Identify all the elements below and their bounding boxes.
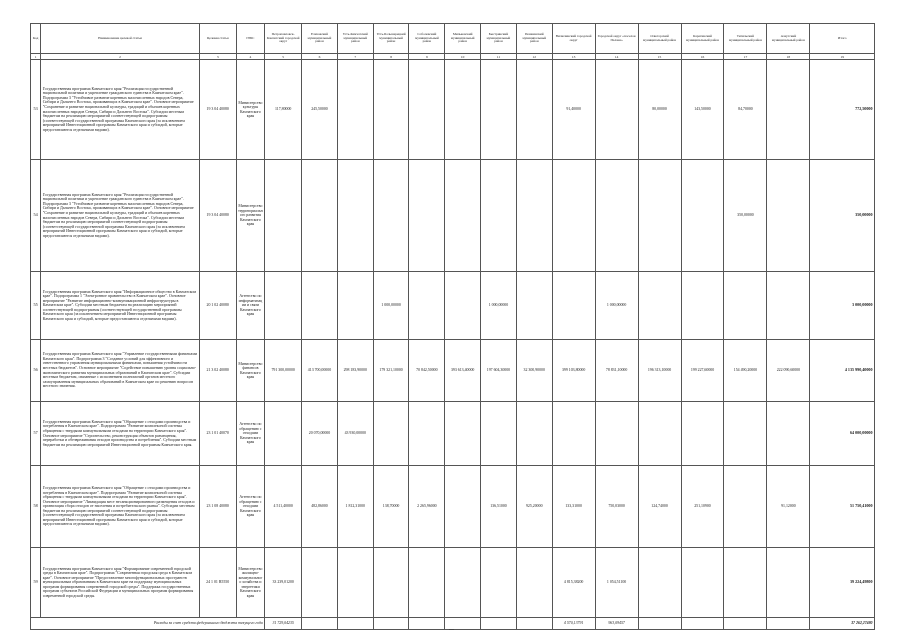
column-header: Карагинский муниципальный район — [681, 24, 724, 54]
budget-table — [30, 23, 875, 630]
amount-cell — [552, 272, 595, 340]
amount-cell — [337, 160, 373, 272]
amount-cell: 1 812,31000 — [337, 466, 373, 548]
row-number: 55 — [31, 272, 41, 340]
column-header: Код — [31, 24, 41, 54]
table-row — [31, 160, 875, 272]
column-index: 1 — [31, 54, 41, 60]
column-header: Елизовский муниципальный район — [302, 24, 338, 54]
amount-cell: 750,03000 — [595, 466, 638, 548]
column-index: 2 — [41, 54, 200, 60]
footer-total: 37 262,27480 — [810, 618, 875, 630]
amount-cell — [767, 60, 810, 160]
amount-cell — [552, 402, 595, 466]
footer-amount — [724, 618, 767, 630]
table-row — [31, 272, 875, 340]
amount-cell — [409, 548, 445, 618]
amount-cell — [638, 272, 681, 340]
amount-cell — [767, 272, 810, 340]
row-total: 350,00000 — [810, 160, 875, 272]
row-code: 19 3 04 40080 — [199, 60, 236, 160]
amount-cell — [265, 160, 302, 272]
amount-cell — [767, 548, 810, 618]
amount-cell: 179 321,10000 — [373, 340, 409, 402]
column-header: Пенжинский муниципальный район — [516, 24, 552, 54]
table-row — [31, 340, 875, 402]
amount-cell: 84,70000 — [724, 60, 767, 160]
column-index: 15 — [638, 54, 681, 60]
amount-cell: 70 842,50000 — [409, 340, 445, 402]
footer-amount: 31 729,04235 — [265, 618, 302, 630]
row-description: Государственная программа Камчатского края "Формирование современной городской среды в Камчатском крае". Подпрограмма "Современная городская среда в Камчатском крае". Основное мероприятие "Предоставление многофункциональных пространств муниципальным образованиям в Камчатском крае на поддержку муниципальных программ формирования современной городской среды". Поддержка государственных программ субъектов Российской Федерации и муниципальных программ формирования современной городской среды. — [41, 548, 200, 618]
amount-cell: 196 313,10000 — [638, 340, 681, 402]
amount-cell — [681, 272, 724, 340]
amount-cell: 482,86000 — [302, 466, 338, 548]
amount-cell: 20 070,00000 — [302, 402, 338, 466]
row-grbs: Министерство финансов Камчатского края — [236, 340, 265, 402]
column-index: 11 — [481, 54, 517, 60]
footer-amount — [516, 618, 552, 630]
amount-cell — [724, 548, 767, 618]
row-code: 23 1 01 40070 — [199, 402, 236, 466]
amount-cell: 1 000,00000 — [595, 272, 638, 340]
amount-cell — [409, 160, 445, 272]
row-total: 39 224,49800 — [810, 548, 875, 618]
amount-cell — [373, 160, 409, 272]
row-grbs: Министерство жилищно-коммунального хозяйства и энергетики Камчатского края — [236, 548, 265, 618]
footer-amount — [681, 618, 724, 630]
footer-amount — [409, 618, 445, 630]
amount-cell: 33 239,01200 — [265, 548, 302, 618]
amount-cell — [595, 160, 638, 272]
amount-cell — [445, 402, 481, 466]
amount-cell: 350,00000 — [724, 160, 767, 272]
column-header: Итого — [810, 24, 875, 54]
amount-cell — [516, 60, 552, 160]
column-index: 10 — [445, 54, 481, 60]
column-header: Городской округ «поселок Палана» — [595, 24, 638, 54]
amount-cell — [481, 402, 517, 466]
amount-cell — [373, 402, 409, 466]
amount-cell: 197 604,30000 — [481, 340, 517, 402]
amount-cell — [724, 466, 767, 548]
row-grbs: Агентство по информатизации и связи Камчатского края — [236, 272, 265, 340]
column-index: 3 — [199, 54, 236, 60]
row-description: Государственная программа Камчатского края "Реализация государственной национальной политики и укрепление гражданского единства в Камчатском крае". Подпрограмма 3 "Устойчивое развитие коренных малочисленных народов Севера, Сибири и Дальнего Востока, проживающих в Камчатском крае". Основное мероприятие "Сохранение и развитие национальной культуры, традиций и обычаев коренных малочисленных народов Севера, Сибири и Дальнего Востока". Субсидии местным бюджетам на реализацию мероприятий соответствующей подпрограммы (соответствующей государственной программы Камчатского края (за исключением мероприятий Инвестиционной программы Камчатского края и субсидий, которые предоставляются отдельными видами). — [41, 160, 200, 272]
amount-cell: 91,12000 — [767, 466, 810, 548]
column-index: 13 — [552, 54, 595, 60]
amount-cell — [409, 402, 445, 466]
amount-cell: 4 815,38200 — [552, 548, 595, 618]
column-index: 18 — [767, 54, 810, 60]
row-grbs: Агентство по обращению с отходами Камчатского края — [236, 402, 265, 466]
column-header: Наименование целевой статьи — [41, 24, 200, 54]
amount-cell — [595, 402, 638, 466]
column-header: Олюторский муниципальный район — [638, 24, 681, 54]
amount-cell — [409, 272, 445, 340]
amount-cell: 298 183,90000 — [337, 340, 373, 402]
amount-cell — [516, 160, 552, 272]
row-number: 54 — [31, 160, 41, 272]
row-number: 58 — [31, 466, 41, 548]
row-total: 4 135 990,40000 — [810, 340, 875, 402]
column-header: Мильковский муниципальный район — [445, 24, 481, 54]
row-number: 53 — [31, 60, 41, 160]
amount-cell: 43 930,00000 — [337, 402, 373, 466]
amount-cell — [445, 548, 481, 618]
footer-amount — [481, 618, 517, 630]
amount-cell — [481, 160, 517, 272]
column-index: 17 — [724, 54, 767, 60]
amount-cell: 413 700,00000 — [302, 340, 338, 402]
amount-cell — [302, 160, 338, 272]
amount-cell: 791 300,00000 — [265, 340, 302, 402]
column-index: 6 — [302, 54, 338, 60]
amount-cell — [445, 60, 481, 160]
amount-cell: 2 265,96000 — [409, 466, 445, 548]
amount-cell — [265, 402, 302, 466]
row-description: Государственная программа Камчатского края "Обращение с отходами производства и потребления в Камчатском крае". Подпрограмма "Развитие комплексной системы обращения с твердыми коммунальными отходами на территории Камчатского края". Основное мероприятие "Строительство, реконструкция объектов размещения, переработки и обезвреживания отходов производства и потребления". Субсидии местным бюджетам на реализацию мероприятий Инвестиционной программы Камчатского края. — [41, 402, 200, 466]
row-code: 19 3 04 40080 — [199, 160, 236, 272]
amount-cell — [681, 548, 724, 618]
row-grbs: Министерство территориального развития Камчатского края — [236, 160, 265, 272]
amount-cell: 78 831,10000 — [595, 340, 638, 402]
amount-cell — [265, 272, 302, 340]
column-index: 7 — [337, 54, 373, 60]
footer-amount — [373, 618, 409, 630]
amount-cell: 393 613,40000 — [445, 340, 481, 402]
amount-cell — [681, 160, 724, 272]
amount-cell: 143,50000 — [681, 60, 724, 160]
amount-cell: 1 000,00000 — [481, 272, 517, 340]
amount-cell — [302, 548, 338, 618]
column-header: Быстринский муниципальный район — [481, 24, 517, 54]
row-description: Государственная программа Камчатского края "Информационное общество в Камчатском крае". Подпрограмма 1 "Электронное правительство в Камчатском крае". Основное мероприятие "Развитие информационно-коммуникационной инфраструктуры в Камчатском крае". Субсидии местным бюджетам на реализацию мероприятий соответствующей подпрограммы (соответствующей государственной программы Камчатского края (за исключением мероприятий Инвестиционной программы Камчатского края и субсидий, которые предоставляются отдельными видами). — [41, 272, 200, 340]
column-header: Целевая статья — [199, 24, 236, 54]
table-row — [31, 60, 875, 160]
amount-cell — [445, 466, 481, 548]
column-index: 8 — [373, 54, 409, 60]
amount-cell — [638, 160, 681, 272]
column-index: 9 — [409, 54, 445, 60]
amount-cell — [552, 160, 595, 272]
column-header: Вилючинский городской округ — [552, 24, 595, 54]
row-code: 21 3 02 40080 — [199, 340, 236, 402]
amount-cell: 199 227,60000 — [681, 340, 724, 402]
column-index: 14 — [595, 54, 638, 60]
table-row — [31, 548, 875, 618]
row-description: Государственная программа Камчатского края "Реализация государственной национальной политики и укрепление гражданского единства в Камчатском крае". Подпрограмма 3 "Устойчивое развитие коренных малочисленных народов Севера, Сибири и Дальнего Востока, проживающих в Камчатском крае". Основное мероприятие "Сохранение и развитие национальной культуры, традиций и обычаев коренных малочисленных народов Севера, Сибири и Дальнего Востока". Субсидии местным бюджетам на реализацию мероприятий соответствующей подпрограммы (соответствующей государственной программы Камчатского края (за исключением мероприятий Инвестиционной программы Камчатского края и субсидий, которые предоставляются отдельными видами). — [41, 60, 200, 160]
column-header: Алеутский муниципальный район — [767, 24, 810, 54]
column-header: ГРБС — [236, 24, 265, 54]
column-index: 4 — [236, 54, 265, 60]
amount-cell — [373, 60, 409, 160]
row-description: Государственная программа Камчатского края "Управление государственными финансами Камчатского края". Подпрограмма 3 "Создание условий для эффективного и ответственного управления муниципальными финансами, повышения устойчивости местных бюджетов". Основное мероприятие "Содействие повышению уровня социально-экономического развития муниципальных образований в Камчатском крае". Субсидии местным бюджетам, связанные с исполнением полномочий органов местного самоуправления муниципальных образований в Камчатском крае по решению вопросов местного значения. — [41, 340, 200, 402]
row-code: 23 1 08 40080 — [199, 466, 236, 548]
amount-cell: 4 511,40000 — [265, 466, 302, 548]
amount-cell: 91,40000 — [552, 60, 595, 160]
row-grbs: Агентство по обращению с отходами Камчатского края — [236, 466, 265, 548]
column-header: Петропавловск-Камчатский городской округ — [265, 24, 302, 54]
amount-cell: 117,80000 — [265, 60, 302, 160]
amount-cell — [337, 272, 373, 340]
column-header: Тигильский муниципальный район — [724, 24, 767, 54]
footer-label: Расходы за счет средств федерального бюджета текущего года — [31, 618, 265, 630]
row-grbs: Министерство культуры Камчатского края — [236, 60, 265, 160]
amount-cell — [595, 60, 638, 160]
amount-cell — [638, 402, 681, 466]
column-index: 19 — [810, 54, 875, 60]
amount-cell — [302, 272, 338, 340]
amount-cell — [481, 60, 517, 160]
column-header: Соболевский муниципальный район — [409, 24, 445, 54]
column-header: Усть-Камчатский муниципальный район — [337, 24, 373, 54]
table-row — [31, 402, 875, 466]
column-index: 16 — [681, 54, 724, 60]
footer-amount — [638, 618, 681, 630]
row-code: 24 1 01 R5550 — [199, 548, 236, 618]
amount-cell — [337, 548, 373, 618]
amount-cell — [516, 402, 552, 466]
amount-cell — [681, 402, 724, 466]
amount-cell — [445, 272, 481, 340]
page-number: — — [449, 628, 454, 633]
footer-amount: 4 570,13791 — [552, 618, 595, 630]
amount-cell — [481, 548, 517, 618]
amount-cell — [767, 402, 810, 466]
row-number: 57 — [31, 402, 41, 466]
table-row — [31, 466, 875, 548]
row-number: 56 — [31, 340, 41, 402]
row-number: 59 — [31, 548, 41, 618]
footer-amount: 963,09457 — [595, 618, 638, 630]
amount-cell — [516, 272, 552, 340]
amount-cell: 32 300,90000 — [516, 340, 552, 402]
amount-cell — [373, 548, 409, 618]
amount-cell: 222 090,60000 — [767, 340, 810, 402]
amount-cell — [337, 60, 373, 160]
header-row — [31, 24, 875, 54]
amount-cell — [724, 402, 767, 466]
amount-cell — [767, 160, 810, 272]
amount-cell: 1 000,00000 — [373, 272, 409, 340]
amount-cell: 1 054,51100 — [595, 548, 638, 618]
amount-cell: 399 103,80000 — [552, 340, 595, 402]
column-index: 5 — [265, 54, 302, 60]
footer-amount — [337, 618, 373, 630]
amount-cell — [638, 548, 681, 618]
amount-cell — [724, 272, 767, 340]
amount-cell: 124,74000 — [638, 466, 681, 548]
column-header: Усть-Большерецкий муниципальный район — [373, 24, 409, 54]
amount-cell: 154 490,20000 — [724, 340, 767, 402]
footer-amount — [767, 618, 810, 630]
amount-cell — [516, 548, 552, 618]
row-total: 51 750,41000 — [810, 466, 875, 548]
amount-cell: 245,50000 — [302, 60, 338, 160]
row-total: 772,50000 — [810, 60, 875, 160]
footer-amount — [302, 618, 338, 630]
row-code: 20 1 02 40080 — [199, 272, 236, 340]
amount-cell: 136,51000 — [481, 466, 517, 548]
amount-cell — [409, 60, 445, 160]
amount-cell: 925,20000 — [516, 466, 552, 548]
amount-cell: 80,00000 — [638, 60, 681, 160]
column-index: 12 — [516, 54, 552, 60]
row-description: Государственная программа Камчатского края "Обращение с отходами производства и потребления в Камчатском крае". Подпрограмма "Развитие комплексной системы обращения с твердыми коммунальными отходами на территории Камчатского края". Основное мероприятие "Ликвидация мест несанкционированного размещения отходов и организация сбора отходов от населения и потребительского рынка". Субсидии местным бюджетам на реализацию мероприятий соответствующей подпрограммы (соответствующей государственной программы Камчатского края (за исключением мероприятий Инвестиционной программы Камчатского края и субсидий, которые предоставляются отдельными видами). — [41, 466, 200, 548]
amount-cell — [445, 160, 481, 272]
amount-cell: 251,10900 — [681, 466, 724, 548]
row-total: 64 000,00000 — [810, 402, 875, 466]
amount-cell: 138,70000 — [373, 466, 409, 548]
row-total: 3 000,00000 — [810, 272, 875, 340]
amount-cell: 133,31000 — [552, 466, 595, 548]
